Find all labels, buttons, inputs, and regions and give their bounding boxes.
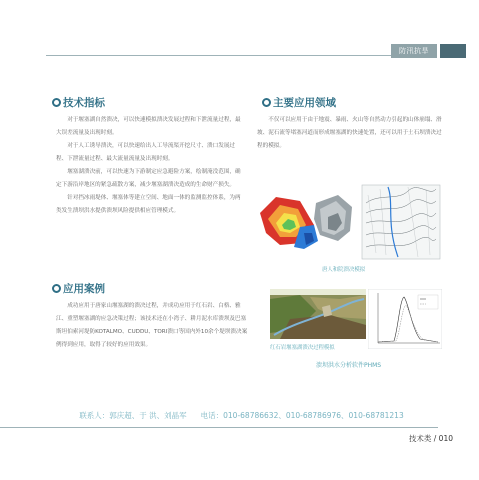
apps-body	[257, 114, 442, 153]
section-tab: 防汛抗旱	[391, 44, 437, 58]
cases-title: 应用案例	[52, 281, 105, 296]
paragraph: 成功应用于唐家山堰塞湖的溃决过程，并成功应用于红石岩、白格、雅江、重塑堰塞湖的应急决策过程；该技术还在小湾子、耕月泥水库溃坝及巴塞斯坦伯索河堤防KOTALMO、CUDDU、TORI溃口等国内外10余个堤坝溃决案例得到应用，取得了较好的应用效果。	[56, 303, 248, 348]
figure-caption: 溃坝洪水分析软件PHMS	[316, 362, 382, 369]
contact-people: 联系人：郭庆超、于 洪、刘晶军	[79, 411, 187, 420]
contact-line	[46, 410, 437, 421]
header-rule	[46, 55, 437, 56]
paragraph: 堰塞湖溃决前，可以快速为下游制定应急避险方案，绘制淹没范围，确定下游沿岸地区的紧急疏散方案，减少堰塞湖溃决造成的生命财产损失。	[56, 169, 241, 188]
paragraph: 对于堰塞湖自然溃决，可以快速模拟溃决发展过程和下泄流量过程，最大误差流量及出现时刻。	[56, 117, 241, 136]
satellite-image	[270, 289, 366, 339]
tech-body	[56, 114, 246, 218]
figure-caption: 唐人和院溃决模拟	[322, 267, 366, 273]
header-marker	[440, 44, 466, 58]
cases-body	[56, 300, 250, 352]
contact-phones: 电话：010-68786632、010-68786976、010-68781213	[200, 411, 404, 420]
paragraph: 针对挡冰雨堤体、堰塞体等建立空间、地面一体的监测监控体系，为两类发生溃坝洪水提供溃坝风险提供相应管理模式。	[56, 195, 241, 214]
bullet-ring-icon	[52, 98, 61, 107]
tech-title: 技术指标	[52, 95, 105, 110]
paragraph: 不仅可以应用于由于地震、暴雨、火山等自然动力引起的山体崩塌、滑坡、泥石流等堵塞河道而形成堰塞湖的快速处置，还可以用于土石坝溃决过程的模拟。	[257, 117, 442, 149]
dam-breach-figure	[258, 183, 442, 261]
page-number: 技术类 / 010	[408, 434, 453, 443]
bullet-ring-icon	[52, 284, 61, 293]
footer-rule	[0, 427, 438, 428]
hydrograph-figure	[368, 289, 442, 349]
apps-title: 主要应用领域	[262, 95, 336, 110]
figure-caption: 红石岩堰塞湖溃决过程模拟	[270, 345, 335, 351]
paragraph: 对于人工诱导溃决，可以快速给出人工导流渠开挖尺寸、溃口发展过程、下泄流量过程、最大流量流量及出现时刻。	[56, 143, 236, 162]
bullet-ring-icon	[262, 98, 271, 107]
